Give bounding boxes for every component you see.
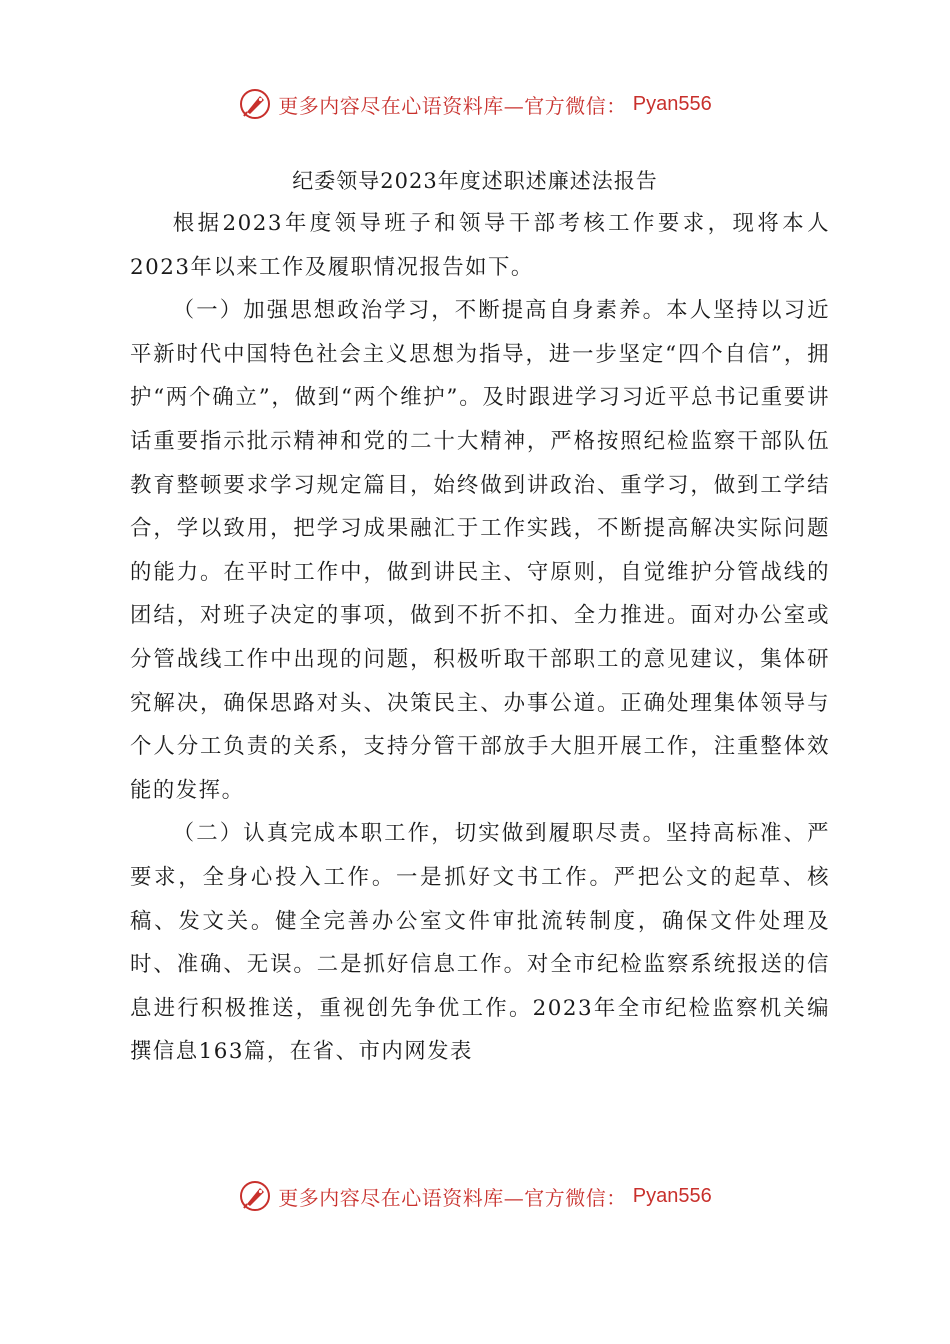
pen-nib-icon (238, 1179, 272, 1213)
pen-nib-icon (238, 87, 272, 121)
header-banner (0, 84, 950, 124)
banner-text: 更多内容尽在心语资料库—官方微信： (278, 93, 627, 118)
document-body (130, 202, 830, 1074)
banner-wechat-id: Pyan556 (632, 92, 712, 115)
paragraph: （二）认真完成本职工作，切实做到履职尽责。坚持高标准、严要求，全身心投入工作。一是抓好文书工作。严把公文的起草、核稿、发文关。健全完善办公室文件审批流转制度，确保文件处理及时、准确、无误。二是抓好信息工作。对全市纪检监察系统报送的信息进行积极推送，重视创先争优工作。2023年全市纪检监察机关编撰信息163篇，在省、市内网发表 (130, 821, 830, 1065)
document-title: 纪委领导2023年度述职述廉述法报告 (292, 169, 658, 193)
banner-text: 更多内容尽在心语资料库—官方微信： (278, 1185, 627, 1210)
footer-banner (0, 1176, 950, 1216)
banner-wechat-id: Pyan556 (632, 1184, 712, 1207)
paragraph: （一）加强思想政治学习，不断提高自身素养。本人坚持以习近平新时代中国特色社会主义思想为指导，进一步坚定“四个自信”，拥护“两个确立”，做到“两个维护”。及时跟进学习习近平总书记重要讲话重要指示批示精神和党的二十大精神，严格按照纪检监察干部队伍教育整顿要求学习规定篇目，始终做到讲政治、重学习，做到工学结合，学以致用，把学习成果融汇于工作实践，不断提高解决实际问题的能力。在平时工作中，做到讲民主、守原则，自觉维护分管战线的团结，对班子决定的事项，做到不折不扣、全力推进。面对办公室或分管战线工作中出现的问题，积极听取干部职工的意见建议，集体研究解决，确保思路对头、决策民主、办事公道。正确处理集体领导与个人分工负责的关系，支持分管干部放手大胆开展工作，注重整体效能的发挥。 (130, 298, 830, 803)
paragraph: 根据2023年度领导班子和领导干部考核工作要求，现将本人2023年以来工作及履职情况报告如下。 (130, 211, 830, 280)
